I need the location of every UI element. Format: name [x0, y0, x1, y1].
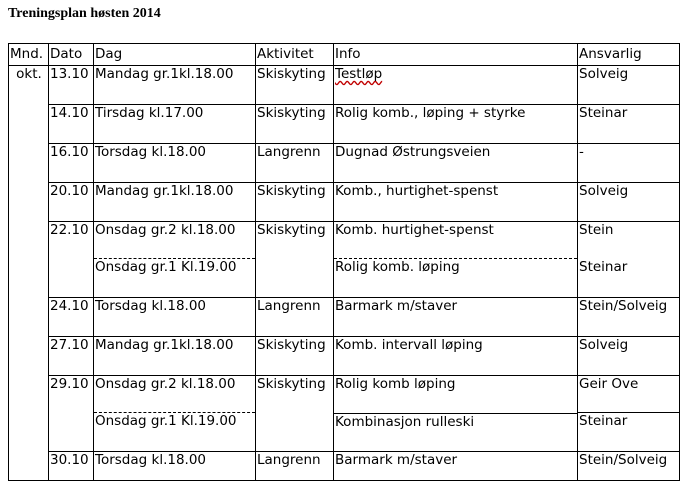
info-cell [334, 376, 578, 452]
header-dato: Dato [49, 44, 94, 66]
responsible-cell: - [578, 144, 680, 183]
info-sub-a: Komb. hurtighet-spenst [334, 222, 577, 259]
day-cell: Mandag gr.1kl.18.00 [94, 337, 256, 376]
activity-cell: Skiskyting [256, 337, 334, 376]
responsible-cell: Solveig [578, 66, 680, 105]
date-cell: 14.10 [49, 105, 94, 144]
responsible-sub-a: Geir Ove [578, 376, 679, 413]
day-sub-b: Onsdag gr.1 Kl.19.00 [95, 259, 237, 275]
activity-cell: Skiskyting [256, 222, 334, 298]
day-cell: Torsdag kl.18.00 [94, 144, 256, 183]
table-row [9, 298, 680, 337]
day-cell: Torsdag kl.18.00 [94, 298, 256, 337]
responsible-sub-b: Steinar [579, 259, 628, 275]
day-cell: Torsdag kl.18.00 [94, 452, 256, 481]
info-sub-b: Kombinasjon rulleski [334, 413, 577, 451]
training-plan-table [8, 43, 680, 481]
day-cell: Tirsdag kl.17.00 [94, 105, 256, 144]
responsible-cell: Solveig [578, 337, 680, 376]
activity-cell: Skiskyting [256, 105, 334, 144]
month-cell: okt. [9, 66, 49, 481]
responsible-sub-b: Steinar [579, 413, 628, 429]
table-row [9, 337, 680, 376]
table-row [9, 183, 680, 222]
day-cell [94, 222, 256, 298]
date-cell: 27.10 [49, 337, 94, 376]
date-cell: 24.10 [49, 298, 94, 337]
header-aktivitet: Aktivitet [256, 44, 334, 66]
day-cell [94, 376, 256, 452]
activity-cell: Skiskyting [256, 183, 334, 222]
activity-cell: Langrenn [256, 298, 334, 337]
date-cell: 30.10 [49, 452, 94, 481]
date-cell: 22.10 [49, 222, 94, 298]
header-dag: Dag [94, 44, 256, 66]
responsible-cell [578, 376, 680, 452]
table-header-row [9, 44, 680, 66]
day-sub-a: Onsdag gr.2 kl.18.00 [94, 222, 255, 259]
responsible-cell: Stein/Solveig [578, 298, 680, 337]
day-sub-b: Onsdag gr.1 Kl.19.00 [95, 413, 237, 429]
info-text: Testløp [335, 66, 383, 82]
date-cell: 16.10 [49, 144, 94, 183]
info-cell: Barmark m/staver [334, 452, 578, 481]
table-row [9, 452, 680, 481]
info-cell: Barmark m/staver [334, 298, 578, 337]
header-info: Info [334, 44, 578, 66]
table-row [9, 376, 680, 452]
info-cell [334, 222, 578, 298]
info-cell: Rolig komb., løping + styrke [334, 105, 578, 144]
table-row [9, 144, 680, 183]
info-cell: Komb., hurtighet-spenst [334, 183, 578, 222]
activity-cell: Skiskyting [256, 376, 334, 452]
info-cell: Komb. intervall løping [334, 337, 578, 376]
day-sub-a: Onsdag gr.2 kl.18.00 [94, 376, 255, 413]
activity-cell: Langrenn [256, 452, 334, 481]
date-cell: 13.10 [49, 66, 94, 105]
table-row [9, 66, 680, 105]
info-cell: Dugnad Østrungsveien [334, 144, 578, 183]
table-row [9, 105, 680, 144]
responsible-cell [578, 222, 680, 298]
info-sub-b: Rolig komb. løping [335, 259, 460, 275]
activity-cell: Langrenn [256, 144, 334, 183]
responsible-cell: Stein/Solveig [578, 452, 680, 481]
responsible-sub-a: Stein [579, 222, 614, 238]
document-title: Treningsplan høsten 2014 [8, 6, 161, 21]
date-cell: 20.10 [49, 183, 94, 222]
header-mnd: Mnd. [9, 44, 49, 66]
day-cell: Mandag gr.1kl.18.00 [94, 183, 256, 222]
header-ansvarlig: Ansvarlig [578, 44, 680, 66]
date-cell: 29.10 [49, 376, 94, 452]
day-cell: Mandag gr.1kl.18.00 [94, 66, 256, 105]
table-row [9, 222, 680, 298]
activity-cell: Skiskyting [256, 66, 334, 105]
responsible-cell: Solveig [578, 183, 680, 222]
info-sub-a: Rolig komb løping [335, 376, 456, 392]
responsible-cell: Steinar [578, 105, 680, 144]
info-cell [334, 66, 578, 105]
